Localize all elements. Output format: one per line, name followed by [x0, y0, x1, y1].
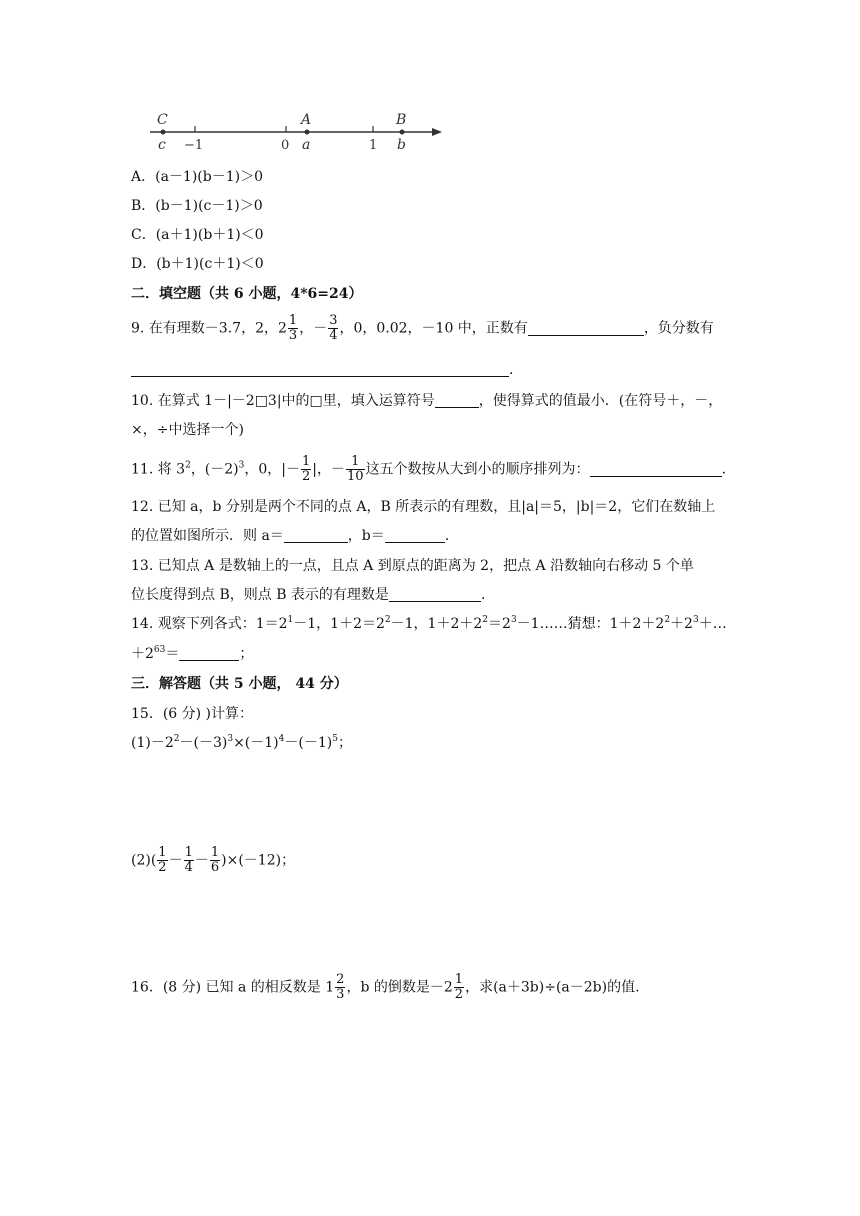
- q9-negative-fraction-blank[interactable]: [131, 362, 509, 377]
- q16-a: 16．(8 分) 已知 a 的相反数是: [131, 979, 326, 996]
- q14-e6: 3: [692, 615, 699, 625]
- q15-f1-den: 2: [158, 860, 167, 875]
- question-15-part2: [131, 846, 295, 875]
- question-10: [131, 391, 722, 411]
- q12-text-b: ，b＝: [347, 528, 385, 544]
- q15-p2-a: (2)(: [131, 852, 157, 869]
- option-a: A．(a－1)(b－1)＞0: [131, 169, 263, 185]
- question-12-line2: [131, 526, 449, 546]
- q10-text-b: ，使得算式的值最小．(在符号＋，－，: [478, 393, 723, 409]
- question-14-line2: [131, 644, 253, 664]
- q15-frac-half: [157, 846, 167, 875]
- q13-text-a: 位长度得到点 B，则点 B 表示的有理数是: [131, 587, 389, 603]
- q12-a-blank[interactable]: [284, 528, 348, 543]
- point-b-label: B: [396, 112, 407, 128]
- q9-frac-num: 3: [329, 313, 338, 328]
- q15-p1-end: ；: [337, 735, 352, 751]
- question-10-line2: ×，÷中选择一个): [131, 422, 244, 438]
- q9-mixed-number: [278, 314, 299, 343]
- q9-end: .: [509, 362, 514, 378]
- q16-mixed2: [444, 973, 465, 1002]
- q11-part3: ，0，|－: [244, 461, 301, 478]
- q15-frac-quarter: [184, 846, 194, 875]
- q10-operator-blank[interactable]: [435, 393, 479, 408]
- q11-part2: ，(－2): [190, 461, 239, 478]
- q11-exp1: 2: [185, 460, 191, 471]
- q9-prefix: 9. 在有理数－3.7，2，: [131, 320, 278, 337]
- q11-f1-num: 1: [302, 454, 311, 469]
- q14-e: －1……猜想：1＋2＋2: [516, 616, 665, 632]
- option-b: B．(b－1)(c－1)＞0: [131, 198, 263, 214]
- point-b-var: b: [397, 137, 406, 153]
- q16-m1-den: 3: [336, 987, 345, 1002]
- q15-p1-e4: 5: [332, 734, 338, 744]
- q15-p1-e1: 2: [173, 734, 180, 744]
- question-14: [131, 614, 727, 634]
- q9-fraction: [328, 314, 338, 343]
- q15-p1-c: ×(－1): [233, 735, 279, 751]
- q9-mixed-den: 3: [288, 328, 298, 343]
- q14-e4: 3: [510, 615, 517, 625]
- point-c-label: C: [157, 112, 168, 128]
- q14-l2-a: ＋2: [131, 646, 154, 662]
- q16-m1-whole: 1: [325, 979, 335, 996]
- q14-a: 14. 观察下列各式：1＝2: [131, 616, 288, 632]
- q15-p2-end: )×(－12)；: [221, 852, 296, 869]
- q9-mixed-num: 1: [288, 313, 298, 328]
- q14-answer-blank[interactable]: [179, 646, 239, 661]
- q9-positive-blank[interactable]: [528, 321, 644, 336]
- q13-answer-blank[interactable]: [389, 587, 481, 602]
- q11-order-blank[interactable]: [590, 462, 722, 477]
- q9-rest: ，0，0.02，－10 中，正数有: [339, 320, 528, 337]
- q10-text-a: 10. 在算式 1－|－2□3|中的□里，填入运算符号: [131, 393, 435, 409]
- tick-label-1: 1: [369, 138, 378, 153]
- option-c: C．(a＋1)(b＋1)＜0: [131, 227, 264, 243]
- q12-end: .: [444, 528, 450, 544]
- q11-part5: 这五个数按从大到小的顺序排列为：: [365, 461, 590, 478]
- number-line-arrow: [432, 128, 442, 136]
- q15-p1-e2: 3: [227, 734, 234, 744]
- question-12: 12. 已知 a，b 分别是两个不同的点 A，B 所表示的有理数，且|a|＝5，|b|＝2，它们在数轴上: [131, 499, 716, 515]
- q16-c: ，求(a＋3b)÷(a－2b)的值.: [465, 979, 640, 996]
- q15-f3-den: 6: [210, 860, 220, 875]
- point-c-var: c: [158, 137, 166, 153]
- point-c-dot: [161, 130, 166, 135]
- question-15-title: 15．(6 分) )计算：: [131, 706, 254, 722]
- q16-m2-whole: 2: [443, 979, 453, 996]
- q14-e1: 1: [287, 615, 294, 625]
- q11-end: .: [721, 461, 727, 478]
- q9-mid: ，负分数有: [643, 320, 714, 337]
- q14-g: ＋…: [698, 616, 727, 632]
- point-a-label: A: [301, 112, 312, 128]
- q9-comma: ，: [299, 320, 314, 337]
- q11-exp2: 3: [238, 460, 245, 471]
- question-16: [131, 973, 640, 1002]
- q16-m1-num: 2: [336, 972, 345, 987]
- section-2-heading: 二．填空题（共 6 小题，4*6=24）: [131, 286, 363, 302]
- q15-f2-den: 4: [184, 860, 193, 875]
- q14-end: ；: [239, 646, 254, 662]
- option-d: D．(b＋1)(c＋1)＜0: [131, 256, 264, 272]
- tick-label-0: 0: [281, 138, 290, 153]
- q15-minus1: －: [168, 852, 183, 869]
- q16-mixed1: [325, 973, 346, 1002]
- q16-m2-num: 1: [454, 972, 464, 987]
- q14-e7: 63: [153, 645, 166, 655]
- q12-text-a: 的位置如图所示．则 a＝: [131, 528, 284, 544]
- q14-l2-b: ＝: [165, 646, 180, 662]
- question-9-line2: [131, 360, 513, 380]
- q11-f2-den: 10: [347, 469, 364, 484]
- section-3-heading: 三．解答题（共 5 小题， 44 分）: [131, 676, 348, 692]
- q14-e5: 2: [664, 615, 671, 625]
- number-line-figure: [140, 106, 450, 156]
- q15-f3-num: 1: [210, 845, 220, 860]
- q11-fraction-tenth: [346, 455, 365, 484]
- q14-e2: 2: [384, 615, 391, 625]
- q14-b: －1，1＋2＝2: [293, 616, 385, 632]
- question-15-part1: [131, 733, 352, 753]
- q15-p1-a: (1)－2: [131, 735, 174, 751]
- question-11: [131, 455, 726, 484]
- q14-f: ＋2: [670, 616, 693, 632]
- q15-p1-b: －(－3): [179, 735, 228, 751]
- q15-frac-sixth: [210, 846, 220, 875]
- q15-p1-d: －(－1): [284, 735, 333, 751]
- q11-f2-num: 1: [346, 455, 365, 470]
- q12-b-blank[interactable]: [385, 528, 445, 543]
- q11-prefix: 11. 将 3: [131, 461, 186, 478]
- point-a-var: a: [302, 137, 311, 153]
- q15-p1-e3: 4: [278, 734, 285, 744]
- q16-b: ，b 的倒数是－: [346, 979, 444, 996]
- point-b-dot: [400, 130, 405, 135]
- question-13: 13. 已知点 A 是数轴上的一点，且点 A 到原点的距离为 2，把点 A 沿数轴向右移动 5 个单: [131, 558, 694, 574]
- q9-neg: －: [313, 320, 328, 337]
- point-a-dot: [305, 130, 310, 135]
- q15-minus2: －: [194, 852, 209, 869]
- q11-fraction-half: [301, 455, 311, 484]
- q11-f1-den: 2: [302, 469, 311, 484]
- q14-c: －1，1＋2＋2: [390, 616, 483, 632]
- q14-d: ＝2: [488, 616, 511, 632]
- q16-m2-den: 2: [454, 987, 464, 1002]
- q15-f1-num: 1: [158, 845, 167, 860]
- q14-e3: 2: [482, 615, 489, 625]
- question-9: [131, 314, 714, 343]
- q9-mixed-whole: 2: [277, 320, 287, 337]
- tick-label-neg1: −1: [184, 138, 204, 153]
- q9-frac-den: 4: [329, 328, 338, 343]
- q11-part4: |，－: [312, 461, 346, 478]
- question-13-line2: [131, 585, 485, 605]
- q15-f2-num: 1: [184, 845, 193, 860]
- q13-end: .: [480, 587, 486, 603]
